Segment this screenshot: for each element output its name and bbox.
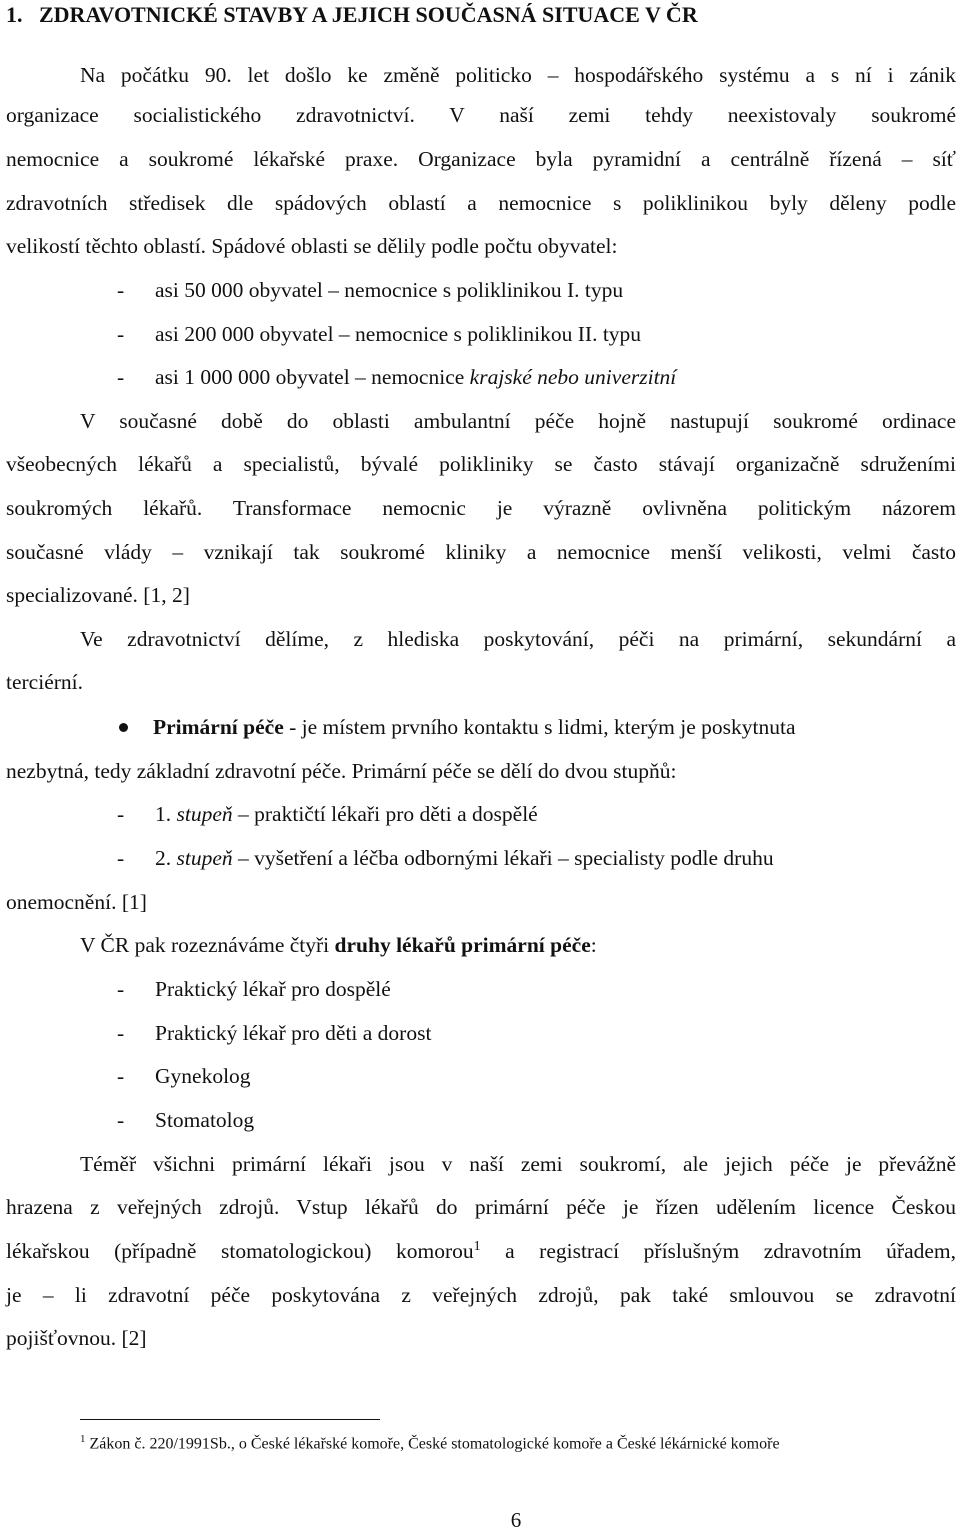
stage-description: – vyšetření a léčba odbornými lékaři – specialisty podle druhu: [232, 846, 774, 870]
stage-term: stupeň: [176, 802, 233, 826]
closing-line-3: [6, 1237, 956, 1265]
catchment-text: asi 200 000 obyvatel – nemocnice s poliklinikou II. typu: [155, 322, 642, 346]
intro-line-5: velikostí těchto oblastí. Spádové oblasti se dělily podle počtu obyvatel:: [6, 234, 618, 258]
primary-care-line-2: nezbytná, tedy základní zdravotní péče. Primární péče se dělí do dvou stupňů:: [6, 759, 677, 783]
doctor-type-text: Praktický lékař pro dospělé: [155, 977, 391, 1001]
footnote-text: Zákon č. 220/1991Sb., o České lékařské komoře, České stomatologické komoře a České lékárnické komoře: [85, 1435, 780, 1453]
doctor-type-item: [117, 1062, 917, 1090]
catchment-text-italic: krajské nebo univerzitní: [469, 365, 677, 389]
page-number: 6: [510, 1508, 522, 1532]
stage-number: 2.: [155, 846, 177, 870]
stage-number: 1.: [155, 802, 177, 826]
closing-line-3-b: a registrací příslušným zdravotním úřadem,: [480, 1239, 956, 1263]
dash-marker: -: [117, 278, 125, 302]
intro-line-3: nemocnice a soukromé lékařské praxe. Organizace byla pyramidní a centrálně řízená – síť: [6, 147, 956, 171]
doctor-type-item: [117, 1019, 917, 1047]
doctor-types-intro-text: V ČR pak rozeznáváme čtyři: [80, 933, 335, 957]
footnote-reference[interactable]: 1: [473, 1239, 481, 1254]
division-line-2: terciérní.: [6, 670, 83, 694]
dash-marker: -: [117, 322, 125, 346]
catchment-text-plain: asi 1 000 000 obyvatel – nemocnice: [155, 365, 470, 389]
chapter-title: ZDRAVOTNICKÉ STAVBY A JEJICH SOUČASNÁ SITUACE V ČR: [39, 2, 698, 27]
primary-care-definition: - je místem prvního kontaktu s lidmi, kterým je poskytnuta: [283, 715, 796, 739]
catchment-item: [117, 363, 917, 391]
current-line-1: V současné době do oblasti ambulantní péče hojně nastupují soukromé ordinace: [80, 409, 956, 433]
dash-marker: -: [117, 1108, 125, 1132]
doctor-types-term: druhy lékařů primární péče: [334, 933, 591, 957]
footnote-divider: [80, 1419, 380, 1420]
footnote-mark: 1: [80, 1433, 86, 1445]
chapter-heading: [6, 1, 956, 29]
chapter-number: 1.: [6, 2, 23, 27]
doctor-types-intro: [80, 931, 956, 959]
doctor-type-text: Praktický lékař pro děti a dorost: [155, 1021, 432, 1045]
stage-text: [155, 844, 774, 872]
closing-line-4: je – li zdravotní péče poskytována z veřejných zdrojů, pak také smlouvou se zdravotní: [6, 1283, 956, 1307]
catchment-text: [155, 363, 676, 391]
closing-line-3-a: lékařskou (případně stomatologickou) komorou: [6, 1239, 474, 1263]
dash-marker: -: [117, 1021, 125, 1045]
catchment-text: asi 50 000 obyvatel – nemocnice s poliklinikou I. typu: [155, 278, 624, 302]
intro-line-2: organizace socialistického zdravotnictví. V naší zemi tehdy neexistovaly soukromé: [6, 103, 956, 127]
closing-line-5: pojišťovnou. [2]: [6, 1326, 147, 1350]
doctor-types-colon: :: [590, 933, 597, 957]
stage-item: [117, 844, 917, 872]
closing-line-1: Téměř všichni primární lékaři jsou v naší zemi soukromí, ale jejich péče je převážně: [80, 1152, 956, 1176]
doctor-type-text: Stomatolog: [155, 1108, 255, 1132]
stage-continuation: onemocnění. [1]: [6, 890, 147, 914]
dash-marker: -: [117, 977, 125, 1001]
stage-text: [155, 800, 538, 828]
current-line-3: soukromých lékařů. Transformace nemocnic je výrazně ovlivněna politickým názorem: [6, 496, 956, 520]
dash-marker: -: [117, 846, 125, 870]
catchment-item: [117, 276, 917, 304]
primary-care-term: Primární péče: [153, 715, 284, 739]
intro-line-4: zdravotních středisek dle spádových oblastí a nemocnice s poliklinikou byly děleny podle: [6, 191, 956, 215]
dash-marker: -: [117, 1064, 125, 1088]
stage-description: – praktičtí lékaři pro děti a dospělé: [232, 802, 538, 826]
footnote: [80, 1433, 780, 1453]
primary-care-line: [153, 713, 953, 741]
doctor-type-text: Gynekolog: [155, 1064, 251, 1088]
current-line-2: všeobecných lékařů a specialistů, bývalé polikliniky se často stávají organizačně sdruženími: [6, 452, 956, 476]
division-line-1: Ve zdravotnictví dělíme, z hlediska poskytování, péči na primární, sekundární a: [80, 627, 956, 651]
current-line-5: specializované. [1, 2]: [6, 583, 190, 607]
catchment-item: [117, 320, 917, 348]
doctor-type-item: [117, 1106, 917, 1134]
stage-item: [117, 800, 917, 828]
closing-line-2: hrazena z veřejných zdrojů. Vstup lékařů do primární péče je řízen udělením licence Českou: [6, 1195, 956, 1219]
doctor-type-item: [117, 975, 917, 1003]
dash-marker: -: [117, 365, 125, 389]
dash-marker: -: [117, 802, 125, 826]
stage-term: stupeň: [176, 846, 233, 870]
bullet-icon: [119, 723, 128, 732]
intro-line-1: Na počátku 90. let došlo ke změně politicko – hospodářského systému a s ní i zánik: [80, 63, 956, 87]
current-line-4: současné vlády – vznikají tak soukromé kliniky a nemocnice menší velikosti, velmi často: [6, 540, 956, 564]
